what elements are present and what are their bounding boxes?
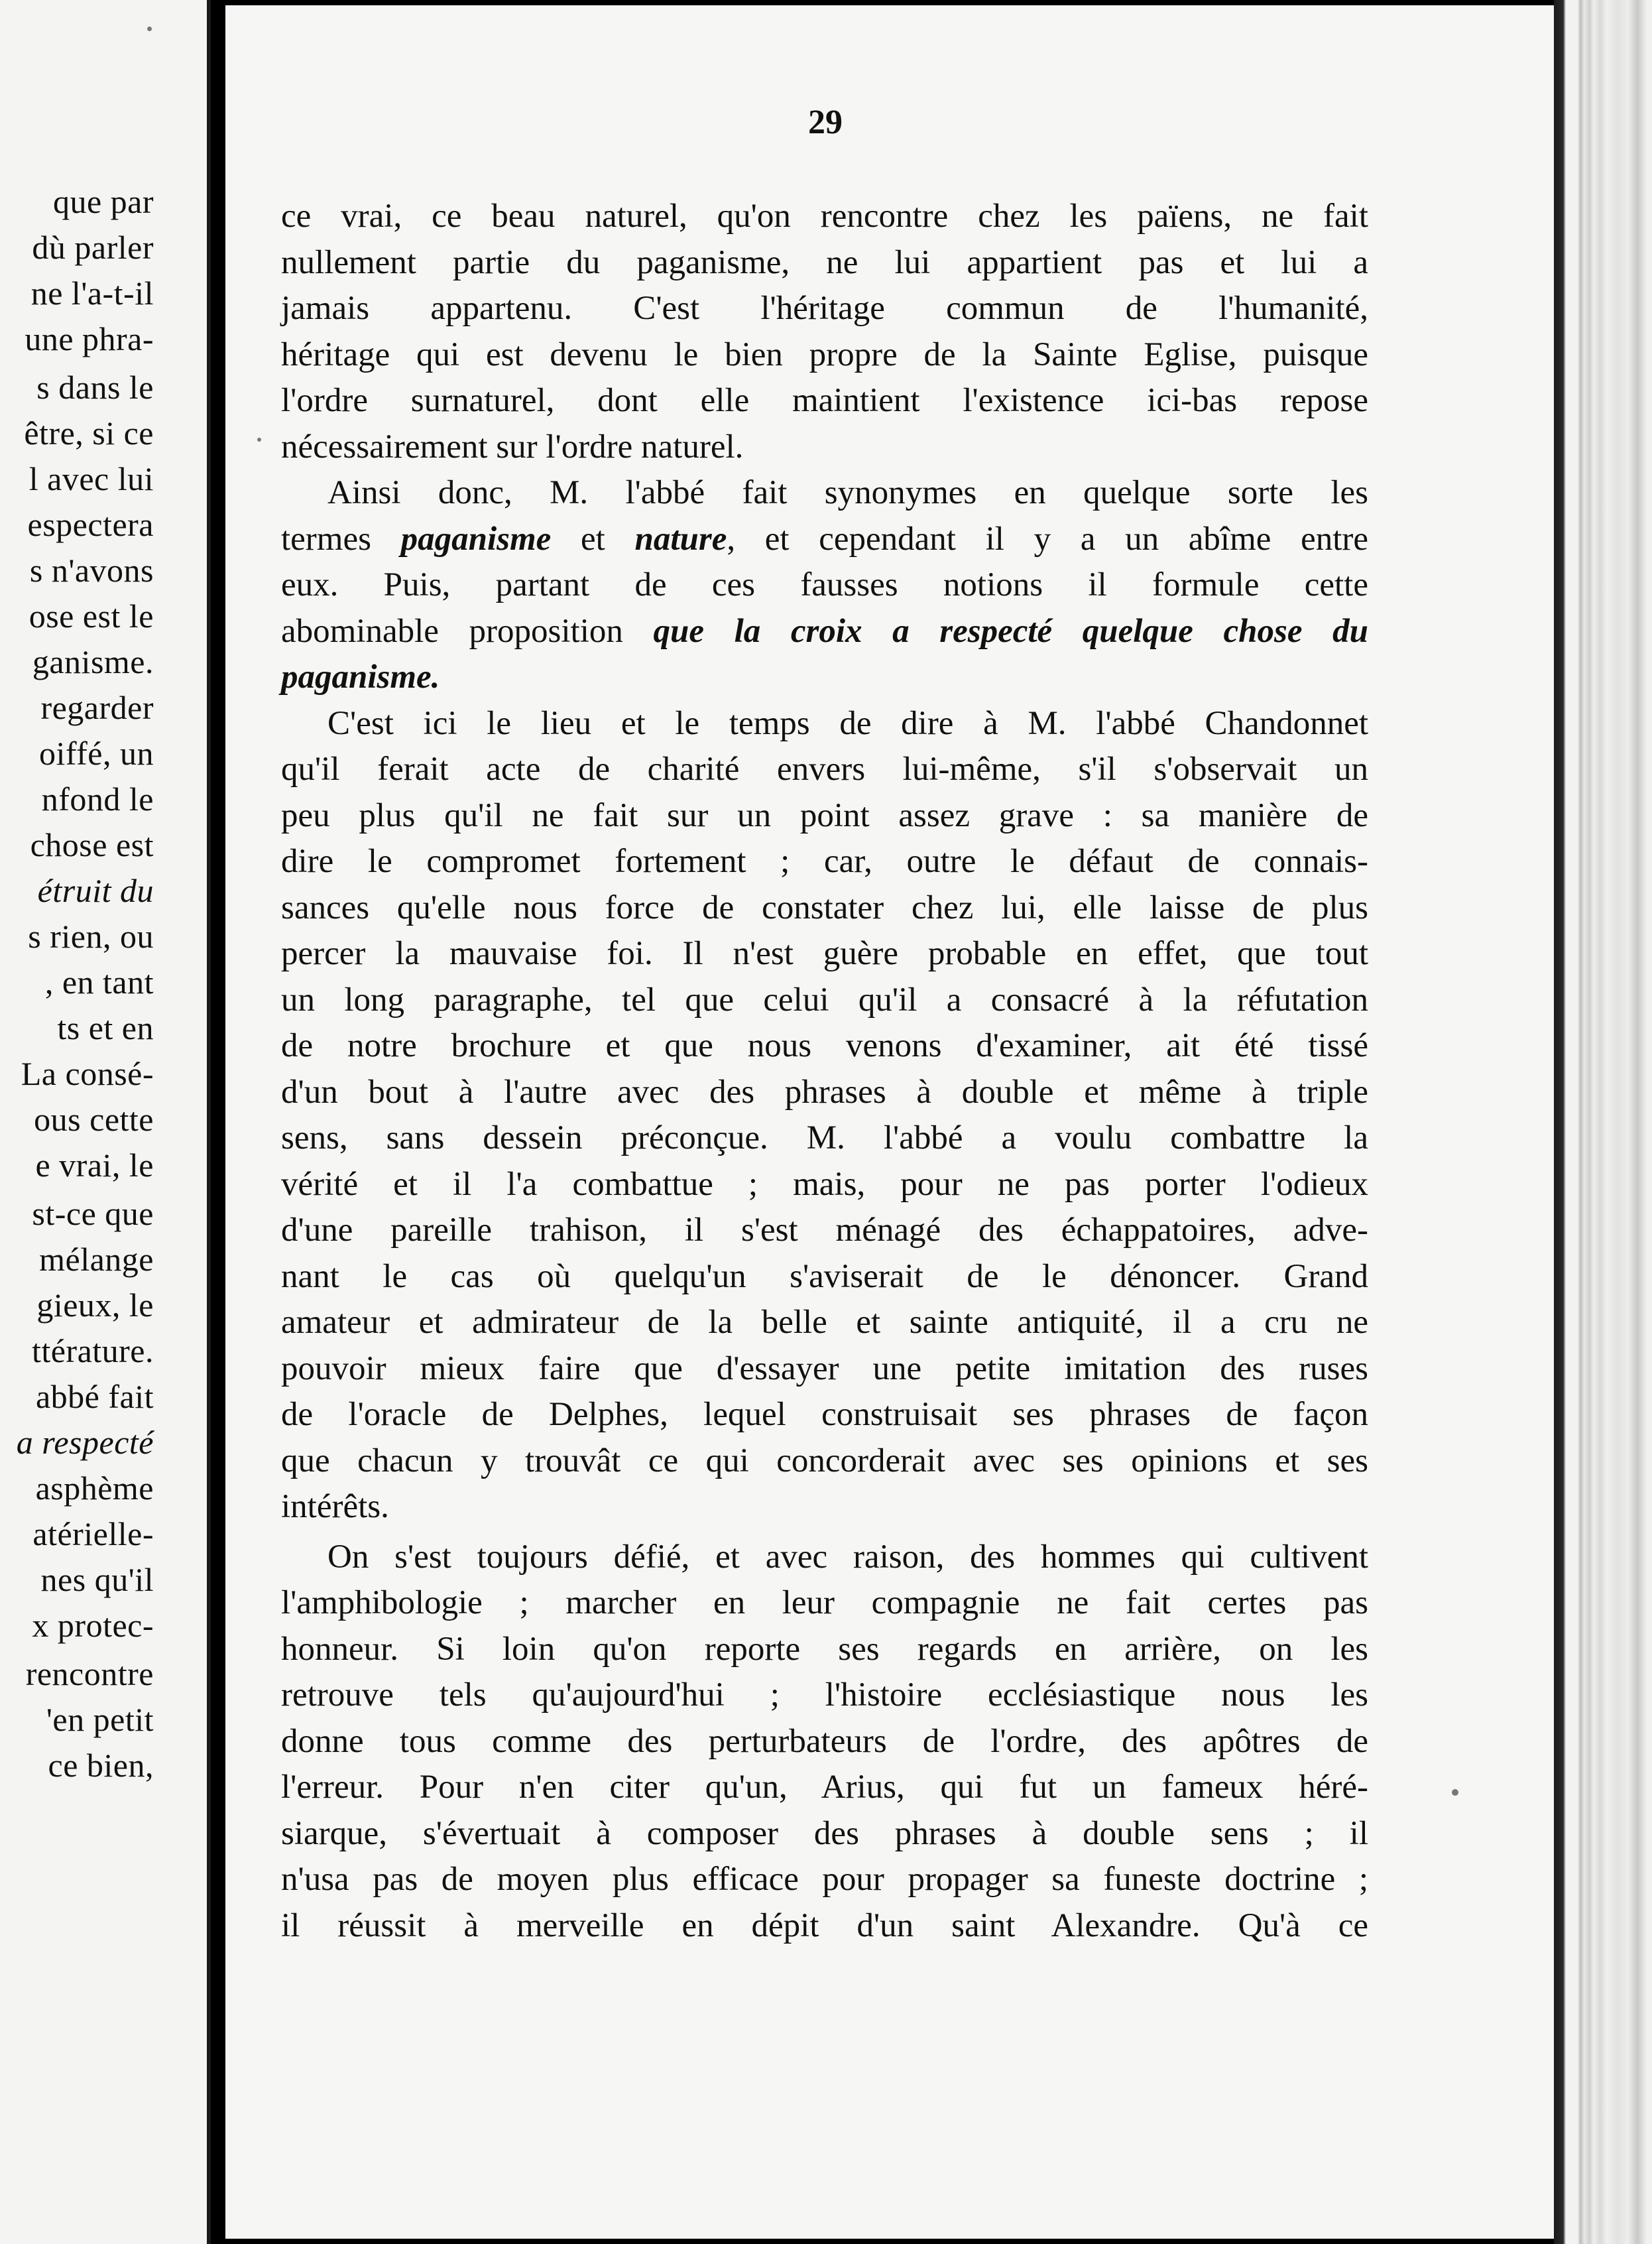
left-line: une phra-	[25, 320, 154, 357]
left-line: 'en petit	[46, 1701, 154, 1738]
left-line: abbé fait	[35, 1378, 154, 1415]
text-line: sens, sans dessein préconçue. M. l'abbé a voulu combattre la	[281, 1119, 1368, 1156]
text-line: jamais appartenu. C'est l'héritage commun de l'humanité,	[281, 290, 1368, 327]
text-line	[281, 654, 1368, 701]
left-line: regarder	[40, 689, 154, 726]
text-line: un long paragraphe, tel que celui qu'il a consacré à la réfutation	[281, 981, 1368, 1019]
left-line: st-ce que	[32, 1195, 154, 1232]
text-line: de l'oracle de Delphes, lequel construisait ses phrases de façon	[281, 1396, 1368, 1433]
left-line: e vrai, le	[35, 1147, 154, 1184]
left-line: s rien, ou	[28, 918, 154, 955]
text-line	[281, 517, 1368, 563]
text-line: n'usa pas de moyen plus efficace pour propager sa funeste doctrine ;	[281, 1861, 1368, 1898]
text-line: l'erreur. Pour n'en citer qu'un, Arius, qui fut un fameux héré-	[281, 1769, 1368, 1806]
left-line: mélange	[39, 1241, 154, 1278]
left-line: ttérature.	[31, 1332, 154, 1369]
italic-quote: paganisme.	[281, 658, 440, 696]
left-line: ts et en	[57, 1009, 154, 1046]
text-line: amateur et admirateur de la belle et sainte antiquité, il a cru ne	[281, 1304, 1368, 1341]
scan-speck	[147, 27, 152, 31]
text-line: dire le compromet fortement ; car, outre le défaut de connais-	[281, 843, 1368, 880]
left-line: dù parler	[32, 229, 154, 266]
text-line: vérité et il l'a combattue ; mais, pour ne pas porter l'odieux	[281, 1165, 1368, 1203]
left-line: nfond le	[41, 780, 154, 818]
text-line: il réussit à merveille en dépit d'un saint Alexandre. Qu'à ce	[281, 1906, 1368, 1944]
left-line: oiffé, un	[39, 735, 154, 772]
text-line: C'est ici le lieu et le temps de dire à M. l'abbé Chandonnet	[327, 704, 1368, 742]
left-line: chose est	[30, 826, 154, 863]
left-line: nes qu'il	[40, 1561, 154, 1598]
body-text	[281, 194, 1368, 1949]
left-line: ous cette	[34, 1101, 154, 1138]
text-line: nant le cas où quelqu'un s'aviserait de le dénoncer. Grand	[281, 1257, 1368, 1295]
scan-speck	[1452, 1789, 1458, 1796]
text-run: et	[580, 520, 605, 558]
text-line: intérêts.	[281, 1488, 389, 1525]
left-line: x protec-	[32, 1607, 154, 1644]
left-line: que par	[52, 183, 154, 220]
text-line: nécessairement sur l'ordre naturel.	[281, 428, 744, 466]
text-line: nullement partie du paganisme, ne lui appartient pas et lui a	[281, 243, 1368, 281]
text-line: donne tous comme des perturbateurs de l'ordre, des apôtres de	[281, 1722, 1368, 1760]
text-line: d'une pareille trahison, il s'est ménagé des échappatoires, adve-	[281, 1212, 1368, 1249]
left-line: ce bien,	[48, 1747, 154, 1784]
text-line: sances qu'elle nous force de constater chez lui, elle laisse de plus	[281, 889, 1368, 926]
text-line: l'ordre surnaturel, dont elle maintient l'existence ici-bas repose	[281, 382, 1368, 419]
text-line: qu'il ferait acte de charité envers lui-même, s'il s'observait un	[281, 751, 1368, 788]
text-run: , et cependant il y a un abîme entre	[727, 520, 1368, 558]
left-line: gieux, le	[36, 1286, 154, 1324]
text-line: Ainsi donc, M. l'abbé fait synonymes en quelque sorte les	[327, 474, 1368, 511]
text-line: ce vrai, ce beau naturel, qu'on rencontre chez les païens, ne fait	[281, 198, 1368, 235]
text-line: héritage qui est devenu le bien propre de la Sainte Eglise, puisque	[281, 336, 1368, 373]
text-line: que chacun y trouvât ce qui concorderait avec ses opinions et ses	[281, 1442, 1368, 1479]
left-line: être, si ce	[24, 414, 154, 452]
left-line: La consé-	[21, 1055, 154, 1092]
text-line: de notre brochure et que nous venons d'examiner, ait été tissé	[281, 1027, 1368, 1064]
text-line: retrouve tels qu'aujourd'hui ; l'histoire ecclésiastique nous les	[281, 1676, 1368, 1714]
left-line: espectera	[27, 506, 154, 543]
left-line: rencontre	[25, 1655, 154, 1692]
text-line: peu plus qu'il ne fait sur un point assez grave : sa manière de	[281, 796, 1368, 834]
text-line: siarque, s'évertuait à composer des phrases à double sens ; il	[281, 1814, 1368, 1852]
text-line	[281, 609, 1368, 655]
page-number: 29	[808, 103, 843, 141]
left-line: ose est le	[29, 597, 154, 635]
left-facing-page	[0, 0, 211, 2244]
left-line: , en tant	[44, 964, 154, 1001]
left-line: s n'avons	[29, 552, 154, 589]
left-line: asphème	[35, 1469, 154, 1507]
text-line: eux. Puis, partant de ces fausses notions il formule cette	[281, 566, 1368, 603]
italic-quote: que la croix a respecté quelque chose du	[653, 612, 1368, 650]
left-line: l avec lui	[29, 460, 154, 497]
scan-speck	[257, 438, 261, 442]
left-page-text	[0, 179, 154, 1788]
italic-term: paganisme	[400, 520, 552, 558]
text-run: abominable proposition	[281, 612, 623, 650]
text-line: d'un bout à l'autre avec des phrases à double et même à triple	[281, 1073, 1368, 1111]
text-line: percer la mauvaise foi. Il n'est guère probable en effet, que tout	[281, 935, 1368, 972]
text-line: On s'est toujours défié, et avec raison, des hommes qui cultivent	[327, 1538, 1368, 1576]
text-run: termes	[281, 520, 371, 558]
text-line: pouvoir mieux faire que d'essayer une petite imitation des ruses	[281, 1349, 1368, 1387]
page-edge-stack	[1554, 0, 1652, 2244]
left-line: s dans le	[36, 369, 154, 406]
left-line: a respecté	[16, 1424, 154, 1461]
left-line: atérielle-	[32, 1515, 154, 1552]
text-line: honneur. Si loin qu'on reporte ses regards en arrière, on les	[281, 1630, 1368, 1668]
left-line: étruit du	[37, 872, 154, 909]
italic-term: nature	[634, 520, 727, 558]
left-line: ganisme.	[32, 643, 154, 680]
left-line: ne l'a-t-il	[30, 275, 154, 312]
text-line: l'amphibologie ; marcher en leur compagnie ne fait certes pas	[281, 1584, 1368, 1621]
